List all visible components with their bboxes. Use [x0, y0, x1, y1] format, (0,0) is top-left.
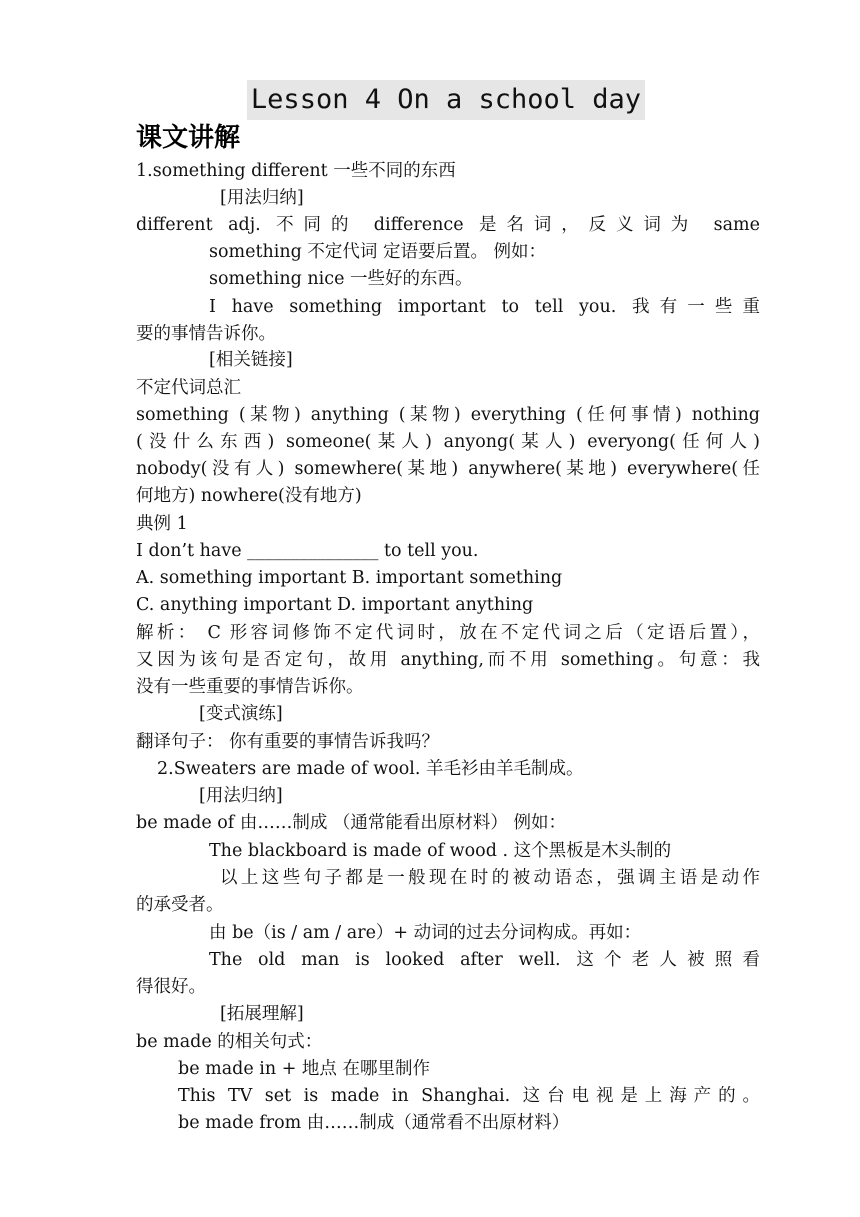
text-line: be made of 由……制成 （通常能看出原材料） 例如： — [136, 813, 566, 833]
text-line: 1.something different 一些不同的东西 — [136, 161, 456, 181]
text-line: 由 be（is / am / are）+ 动词的过去分词构成。再如： — [209, 923, 642, 943]
text-line: [用法归纳] — [220, 188, 304, 208]
text-line: something 不定代词 定语要后置。 例如： — [209, 242, 547, 262]
text-line: [相关链接] — [209, 350, 293, 370]
text-line: The blackboard is made of wood . 这个黑板是木头制的 — [209, 841, 672, 861]
text-line: different adj. 不同的 difference 是名词，反义词为 same — [136, 215, 760, 235]
text-line: 得很好。 — [136, 977, 206, 997]
section-heading: 课文讲解 — [136, 123, 241, 153]
text-line: 翻译句子： 你有重要的事情告诉我吗？ — [136, 732, 440, 752]
text-line: 何地方) nowhere(没有地方) — [136, 486, 362, 506]
text-line: 要的事情告诉你。 — [136, 324, 276, 344]
text-line: C. anything important D. important anything — [136, 595, 534, 615]
text-line: be made 的相关句式： — [136, 1032, 323, 1052]
text-line: [变式演练] — [199, 704, 283, 724]
text-line: 典例 1 — [136, 514, 188, 534]
lesson-title: Lesson 4 On a school day — [247, 80, 645, 120]
text-line: I don’t have _______________ to tell you. — [136, 541, 479, 561]
text-line: 又因为该句是否定句，故用 anything,而不用 something。句意：我 — [136, 650, 760, 670]
text-line: 的承受者。 — [136, 895, 224, 915]
text-line: be made from 由……制成（通常看不出原材料） — [178, 1113, 570, 1133]
text-line: 2.Sweaters are made of wool. 羊毛衫由羊毛制成。 — [157, 759, 584, 779]
text-line: [用法归纳] — [199, 786, 283, 806]
text-line: 没有一些重要的事情告诉你。 — [136, 677, 364, 697]
text-line: (没什么东西) someone(某人) anyong(某人) everyong(任何人) — [136, 432, 760, 452]
text-line: 解析： C 形容词修饰不定代词时，放在不定代词之后（定语后置）， — [136, 623, 760, 643]
text-line: [拓展理解] — [220, 1004, 304, 1024]
text-line: 以上这些句子都是一般现在时的被动语态，强调主语是动作 — [220, 868, 760, 888]
text-line: The old man is looked after well. 这个老人被照看 — [209, 950, 760, 970]
text-line: nobody(没有人) somewhere(某地) anywhere(某地) everywhere(任 — [136, 459, 760, 479]
text-line: A. something important B. important something — [136, 568, 563, 588]
text-line: This TV set is made in Shanghai. 这台电视是上海产的。 — [178, 1086, 760, 1106]
text-line: something (某物) anything (某物) everything (任何事情) nothing — [136, 405, 760, 425]
text-line: be made in + 地点 在哪里制作 — [178, 1059, 430, 1079]
text-line: 不定代词总汇 — [136, 378, 241, 398]
text-line: I have something important to tell you. 我有一些重 — [209, 297, 760, 317]
title-container — [0, 80, 860, 120]
text-line: something nice 一些好的东西。 — [209, 269, 473, 289]
